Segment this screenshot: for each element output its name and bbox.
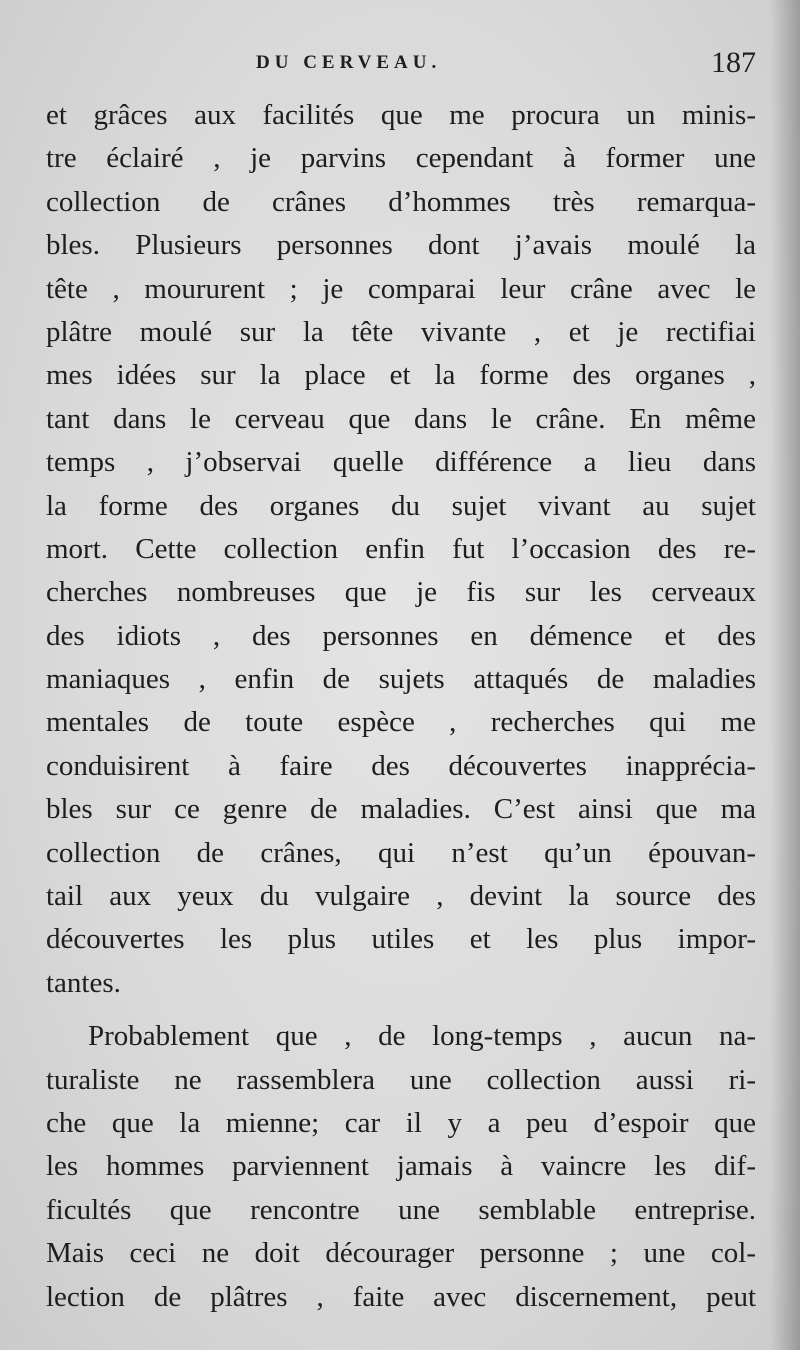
text-line: bles sur ce genre de maladies. C’est ainsi que ma bbox=[46, 793, 756, 826]
text-line: mort. Cette collection enfin fut l’occasion des re- bbox=[46, 532, 756, 565]
page-header bbox=[46, 46, 756, 86]
text-line: tantes. bbox=[46, 966, 121, 999]
paragraph-gap bbox=[46, 1005, 756, 1015]
text-line: lection de plâtres , faite avec discernement, peut bbox=[46, 1280, 756, 1313]
text-line: conduisirent à faire des découvertes inappréciа- bbox=[46, 749, 756, 782]
text-line: tête , moururent ; je comparai leur crâne avec le bbox=[46, 272, 756, 305]
text-line: tail aux yeux du vulgaire , devint la source des bbox=[46, 880, 756, 913]
text-line: temps , j’observai quelle différence a lieu dans bbox=[46, 446, 756, 479]
text-line: Probablement que , de long-temps , aucun na- bbox=[88, 1020, 756, 1053]
text-line: collection de crânes d’hommes très remarqua- bbox=[46, 185, 756, 218]
text-line: collection de crânes, qui n’est qu’un épouvan- bbox=[46, 836, 756, 869]
text-line: bles. Plusieurs personnes dont j’avais moulé la bbox=[46, 229, 756, 262]
page-number: 187 bbox=[711, 46, 756, 79]
text-line: mes idées sur la place et la forme des organes , bbox=[46, 359, 756, 392]
text-line: che que la mienne; car il y a peu d’espoir que bbox=[46, 1106, 756, 1139]
text-line: ficultés que rencontre une semblable entreprise. bbox=[46, 1193, 756, 1226]
text-line: les hommes parviennent jamais à vaincre les dif- bbox=[46, 1150, 756, 1183]
paragraph bbox=[46, 1015, 756, 1319]
text-line: Mais ceci ne doit décourager personne ; une col- bbox=[46, 1237, 756, 1270]
text-line: plâtre moulé sur la tête vivante , et je rectifiai bbox=[46, 315, 756, 348]
paragraph bbox=[46, 94, 756, 1005]
text-line: et grâces aux facilités que me procura un minis- bbox=[46, 99, 756, 131]
text-line: tant dans le cerveau que dans le crâne. En même bbox=[46, 402, 756, 435]
running-head: DU CERVEAU. bbox=[256, 52, 442, 73]
text-line: cherches nombreuses que je fis sur les cerveaux bbox=[46, 576, 756, 609]
text-line: mentales de toute espèce , recherches qui me bbox=[46, 706, 756, 739]
text-line: découvertes les plus utiles et les plus impor- bbox=[46, 923, 756, 956]
text-line: la forme des organes du sujet vivant au sujet bbox=[46, 489, 756, 522]
body-text bbox=[46, 94, 756, 1319]
text-line: des idiots , des personnes en démence et des bbox=[46, 619, 756, 652]
text-line: turaliste ne rassemblera une collection aussi ri- bbox=[46, 1063, 756, 1096]
text-line: maniaques , enfin de sujets attaqués de maladies bbox=[46, 663, 756, 696]
text-line: tre éclairé , je parvins cependant à former une bbox=[46, 142, 756, 175]
